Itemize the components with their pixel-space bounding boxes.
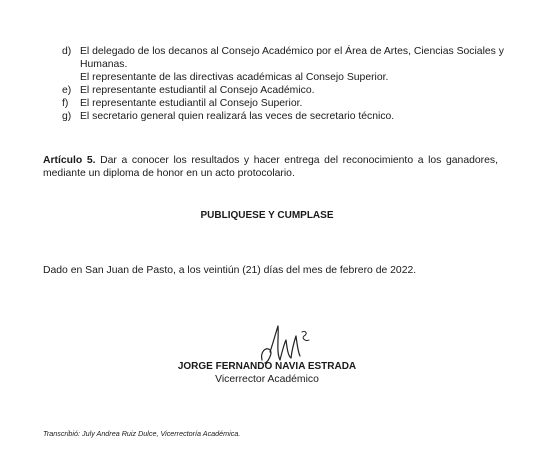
list-item bbox=[62, 110, 512, 123]
list-item-text: El secretario general quien realizará las veces de secretario técnico. bbox=[80, 111, 395, 122]
list-item bbox=[62, 45, 512, 84]
list-item-text: El representante estudiantil al Consejo Superior. bbox=[80, 98, 303, 109]
list-marker: d) bbox=[62, 46, 72, 57]
list-item-text: Humanas. bbox=[80, 59, 128, 70]
signatory-name: JORGE FERNANDO NAVIA ESTRADA bbox=[177, 361, 357, 372]
list-item-text: El representante de las directivas académicas al Consejo Superior. bbox=[80, 72, 389, 83]
list-item-text: El delegado de los decanos al Consejo Académico por el Área de Artes, Ciencias Sociales y bbox=[80, 46, 504, 57]
list-marker: e) bbox=[62, 85, 72, 96]
council-members-list bbox=[62, 45, 512, 123]
list-item bbox=[62, 84, 512, 97]
transcribed-by-note: Transcribió: July Andrea Ruiz Dulce, Vicerrectoría Académica. bbox=[43, 429, 241, 438]
list-marker: f) bbox=[62, 98, 69, 109]
article-5-paragraph bbox=[43, 154, 498, 180]
article-text: Dar a conocer los resultados y hacer entrega del reconocimiento a los ganadores, mediante un diploma de honor en un acto protocolario. bbox=[43, 155, 498, 179]
article-label: Artículo 5. bbox=[43, 155, 96, 166]
signatory-title: Vicerrector Académico bbox=[215, 374, 319, 385]
list-marker: g) bbox=[62, 111, 72, 122]
list-item-text: El representante estudiantil al Consejo Académico. bbox=[80, 85, 315, 96]
date-line: Dado en San Juan de Pasto, a los veintiún (21) días del mes de febrero de 2022. bbox=[43, 265, 417, 276]
publish-heading: PUBLIQUESE Y CUMPLASE bbox=[200, 210, 334, 221]
list-item bbox=[62, 97, 512, 110]
